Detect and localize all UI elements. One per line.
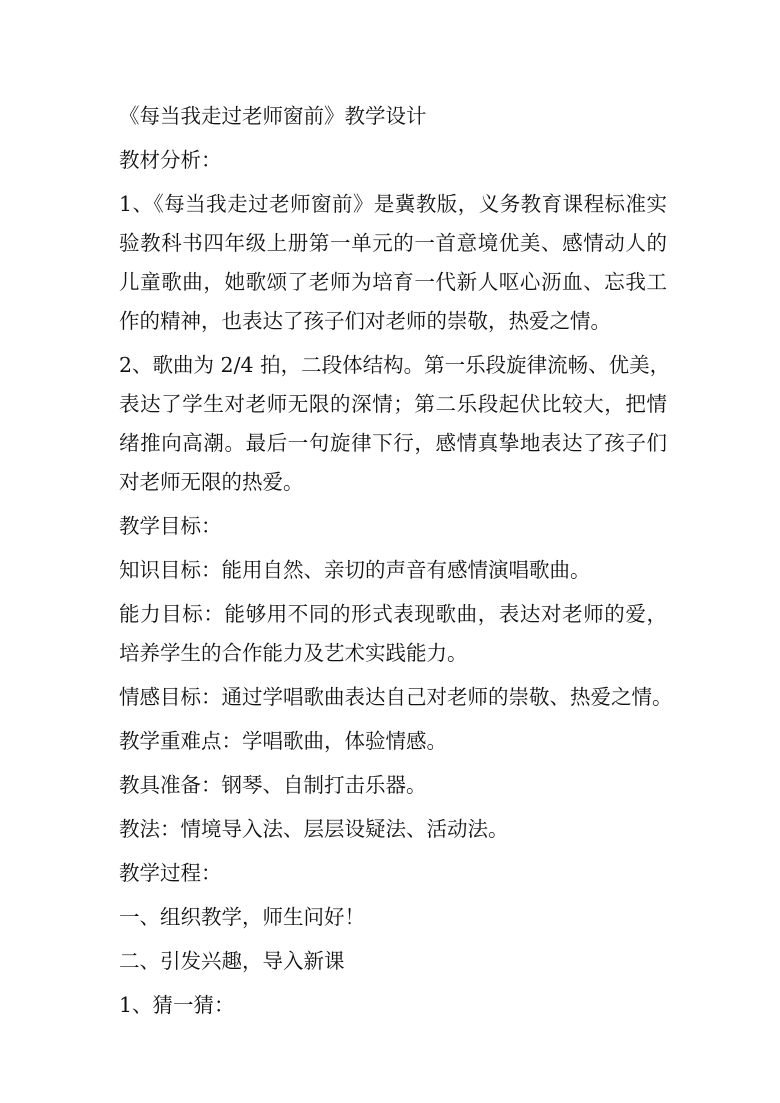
paragraph-material-2 [119,346,671,502]
section-heading-material-analysis: 教材分析： [119,148,222,172]
paragraph-line: 儿童歌曲，她歌颂了老师为培育一代新人呕心沥血、忘我工 [119,270,667,294]
goal-ability [119,595,667,673]
paragraph-line: 表达了学生对老师无限的深情；第二乐段起伏比较大，把情 [119,392,667,416]
section-heading-teaching-goals: 教学目标： [119,514,222,538]
section-heading-teaching-process: 教学过程： [119,861,222,885]
goal-emotion: 情感目标：通过学唱歌曲表达自己对老师的崇敬、热爱之情。 [119,685,673,709]
paragraph-line: 能力目标：能够用不同的形式表现歌曲，表达对老师的爱， [119,602,667,626]
process-step-1: 一、组织教学，师生问好！ [119,905,365,929]
paragraph-line: 绪推向高潮。最后一句旋律下行，感情真挚地表达了孩子们 [119,431,667,455]
paragraph-line: 验教科书四年级上册第一单元的一首意境优美、感情动人的 [119,231,667,255]
paragraph-line: 作的精神，也表达了孩子们对老师的崇敬，热爱之情。 [119,309,611,333]
paragraph-material-1 [119,185,667,341]
process-step-2: 二、引发兴趣，导入新课 [119,949,345,973]
paragraph-line: 2、歌曲为 2/4 拍，二段体结构。第一乐段旋律流畅、优美， [119,353,671,377]
key-points: 教学重难点：学唱歌曲，体验情感。 [119,729,447,753]
teaching-methods: 教法：情境导入法、层层设疑法、活动法。 [119,817,509,841]
teaching-materials: 教具准备：钢琴、自制打击乐器。 [119,773,427,797]
paragraph-line: 培养学生的合作能力及艺术实践能力。 [119,641,468,665]
document-body [119,97,673,1025]
document-title: 《每当我走过老师窗前》教学设计 [119,104,427,128]
goal-knowledge: 知识目标：能用自然、亲切的声音有感情演唱歌曲。 [119,558,591,582]
paragraph-line: 1、《每当我走过老师窗前》是冀教版，义务教育课程标准实 [119,192,667,216]
process-step-2-sub-1: 1、猜一猜： [119,993,235,1017]
paragraph-line: 对老师无限的热爱。 [119,470,304,494]
